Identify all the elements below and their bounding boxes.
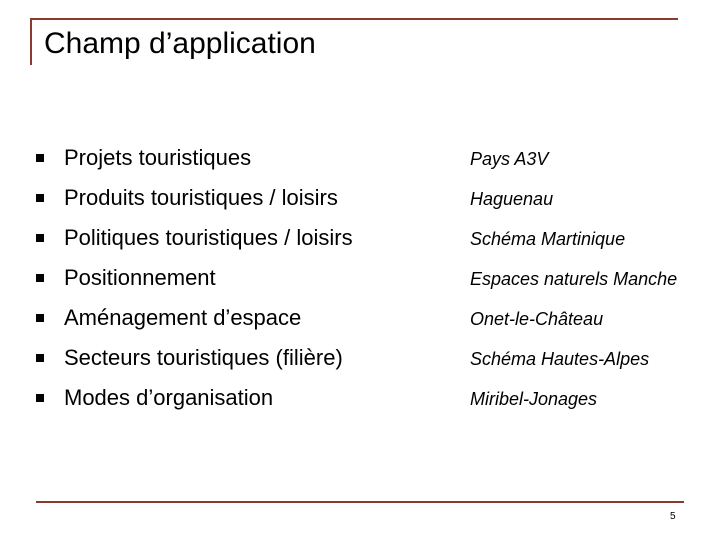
example-list	[470, 138, 677, 418]
slide-title: Champ d’application	[44, 27, 316, 60]
square-bullet-icon	[36, 194, 44, 202]
square-bullet-icon	[36, 154, 44, 162]
bullet-text: Modes d’organisation	[64, 385, 274, 410]
bullet-item	[36, 378, 353, 418]
example-item: Pays A3V	[470, 148, 549, 169]
example-item: Espaces naturels Manche	[470, 268, 678, 289]
topic-bullet-list	[36, 138, 353, 418]
example-item: Haguenau	[470, 188, 554, 209]
bullet-text: Projets touristiques	[64, 145, 252, 170]
square-bullet-icon	[36, 394, 44, 402]
bullet-item	[36, 138, 353, 178]
bullet-text: Politiques touristiques / loisirs	[64, 225, 353, 250]
square-bullet-icon	[36, 234, 44, 242]
bullet-item	[36, 218, 353, 258]
title-frame-top-rule	[30, 18, 678, 20]
bullet-text: Secteurs touristiques (filière)	[64, 345, 343, 370]
example-item: Onet-le-Château	[470, 308, 604, 329]
bullet-item	[36, 178, 353, 218]
example-item: Schéma Martinique	[470, 228, 626, 249]
bullet-item	[36, 338, 353, 378]
page-number: 5	[670, 511, 676, 522]
title-frame-left-rule	[30, 18, 32, 65]
bullet-text: Positionnement	[64, 265, 216, 290]
example-item: Miribel-Jonages	[470, 388, 598, 409]
bullet-text: Aménagement d’espace	[64, 305, 302, 330]
square-bullet-icon	[36, 354, 44, 362]
footer-rule	[36, 501, 684, 503]
bullet-item	[36, 298, 353, 338]
bullet-text: Produits touristiques / loisirs	[64, 185, 338, 210]
bullet-item	[36, 258, 353, 298]
square-bullet-icon	[36, 314, 44, 322]
example-item: Schéma Hautes-Alpes	[470, 348, 650, 369]
square-bullet-icon	[36, 274, 44, 282]
